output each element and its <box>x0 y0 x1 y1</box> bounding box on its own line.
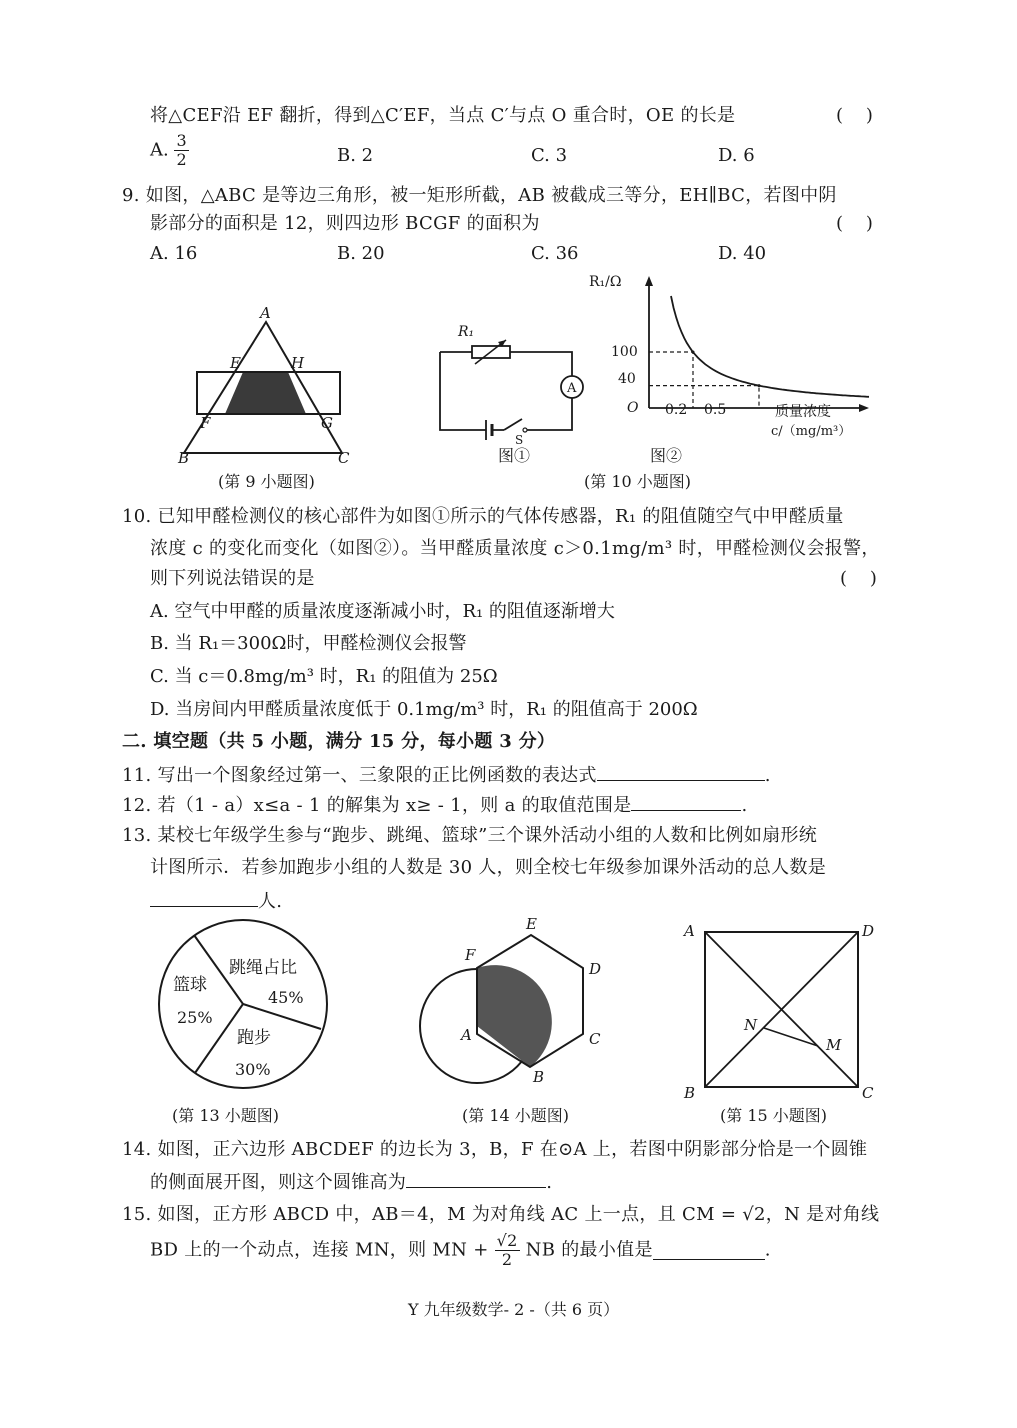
fig10-x-label-line2: c/（mg/m³） <box>771 424 852 439</box>
fig15-label-d: D <box>862 922 875 940</box>
fig10-curve <box>671 296 869 397</box>
fig10-graph-label: 图② <box>650 446 683 465</box>
fig10-x-tick-02: 0.2 <box>665 402 688 418</box>
fig9-label-e: E <box>230 354 241 372</box>
q11-text: 11. 写出一个图象经过第一、三象限的正比例函数的表达式 <box>122 765 597 786</box>
q10-option-a: A. 空气中甲醛的质量浓度逐渐减小时，R₁ 的阻值逐渐增大 <box>150 601 615 622</box>
q9-line2: 影部分的面积是 12，则四边形 BCGF 的面积为 <box>150 213 540 234</box>
q8-stem: 将△CEF沿 EF 翻折，得到△C′EF，当点 C′与点 O 重合时，OE 的长是 <box>150 105 736 126</box>
fig10-caption: (第 10 小题图) <box>584 472 692 491</box>
fig9-label-h: H <box>291 354 305 372</box>
q10-line2: 浓度 c 的变化而变化（如图②）。当甲醛质量浓度 c＞0.1mg/m³ 时，甲醛检测仪会报警， <box>150 538 880 559</box>
fig15-label-c: C <box>862 1084 874 1102</box>
fig14-label-c: C <box>589 1030 601 1048</box>
q9-line1: 9. 如图，△ABC 是等边三角形，被一矩形所截，AB 被截成三等分，EH∥BC，若图中阴 <box>122 185 837 206</box>
q12-answer-blank[interactable] <box>631 792 741 811</box>
q13-line2: 计图所示．若参加跑步小组的人数是 30 人，则全校七年级参加课外活动的总人数是 <box>150 857 827 878</box>
q15-fraction-denominator: 2 <box>501 1250 513 1269</box>
fig9-caption: (第 9 小题图) <box>218 472 315 491</box>
q15-fraction-numerator: √2 <box>496 1231 518 1250</box>
fig10-circuit-label: 图① <box>498 446 531 465</box>
q15-end: . <box>764 1239 771 1261</box>
fig10-switch <box>504 419 522 430</box>
q8-option-a-label: A. <box>150 139 169 161</box>
q9-option-d: D. 40 <box>718 243 767 264</box>
fig9-label-f: F <box>200 414 211 432</box>
q14-line2-text: 的侧面展开图，则这个圆锥高为 <box>150 1172 407 1193</box>
q8-option-a-fraction <box>174 132 188 169</box>
q8-answer-paren: ( ) <box>836 105 873 126</box>
fig13-basket-label: 篮球 <box>173 975 207 995</box>
q8-option-a <box>150 132 189 178</box>
fig9-shaded-region <box>225 372 306 414</box>
section2-title: 二. 填空题（共 5 小题，满分 15 分，每小题 3 分） <box>122 731 556 752</box>
q8-option-a-denominator: 2 <box>176 150 187 169</box>
q11-end: . <box>764 765 771 786</box>
q12-text: 12. 若（1 - a）x≤a - 1 的解集为 x≥ - 1，则 a 的取值范围是 <box>122 795 632 816</box>
q14-line2 <box>150 1169 552 1195</box>
q10-option-d: D. 当房间内甲醛质量浓度低于 0.1mg/m³ 时，R₁ 的阻值高于 200Ω <box>150 699 698 720</box>
q15-line2b: NB 的最小值是 <box>525 1239 653 1261</box>
q10-line3: 则下列说法错误的是 <box>150 568 315 589</box>
fig15-label-a: A <box>684 922 695 940</box>
fig10-y-tick-40: 40 <box>618 371 636 387</box>
q10-line1: 10. 已知甲醛检测仪的核心部件为如图①所示的气体传感器，R₁ 的阻值随空气中甲醛质量 <box>122 506 844 527</box>
fig15-diagram <box>680 918 880 1103</box>
q15-line2a: BD 上的一个动点，连接 MN，则 MN + <box>150 1239 489 1261</box>
page-footer: Y 九年级数学- 2 -（共 6 页） <box>408 1300 620 1319</box>
fig10-x-label-line1: 质量浓度 <box>775 404 831 420</box>
fig14-label-a: A <box>461 1026 472 1044</box>
fig10-graph <box>585 268 875 446</box>
fig10-switch-label: S <box>515 433 524 447</box>
q8-option-a-numerator: 3 <box>176 131 187 150</box>
q8-option-c: C. 3 <box>531 145 568 166</box>
fig15-label-n: N <box>744 1016 758 1034</box>
q9-option-a: A. 16 <box>150 243 198 264</box>
fig9-diagram <box>170 305 370 470</box>
q15-fraction <box>495 1232 520 1269</box>
q10-answer-paren: ( ) <box>840 568 877 589</box>
q14-end: . <box>546 1172 553 1193</box>
q11-answer-blank[interactable] <box>597 762 765 781</box>
fig10-y-tick-100: 100 <box>611 344 638 360</box>
fig13-run-pct: 30% <box>235 1060 271 1079</box>
q8-option-b: B. 2 <box>337 145 374 166</box>
fig10-circuit <box>432 318 587 458</box>
q10-option-b: B. 当 R₁＝300Ω时，甲醛检测仪会报警 <box>150 633 467 654</box>
q15-answer-blank[interactable] <box>653 1241 765 1260</box>
fig14-label-d: D <box>589 960 602 978</box>
q13-line3 <box>150 888 282 914</box>
q12-end: . <box>741 795 748 816</box>
fig13-pie-chart <box>155 916 335 1096</box>
q14-line1: 14. 如图，正六边形 ABCDEF 的边长为 3，B，F 在⊙A 上，若图中阴影部分恰是一个圆锥 <box>122 1139 868 1160</box>
fig9-label-a: A <box>260 305 271 322</box>
q13-line1: 13. 某校七年级学生参与“跑步、跳绳、篮球”三个课外活动小组的人数和比例如扇形统 <box>122 825 818 846</box>
q15-line1: 15. 如图，正方形 ABCD 中，AB＝4，M 为对角线 AC 上一点，且 CM = √2，N 是对角线 <box>122 1204 880 1225</box>
fig9-label-g: G <box>321 414 333 432</box>
q9-answer-paren: ( ) <box>836 213 873 234</box>
fig10-r1-label: R₁ <box>458 324 475 340</box>
fig10-guide-0 <box>649 352 693 408</box>
fig9-label-c: C <box>338 449 350 467</box>
q9-option-b: B. 20 <box>337 243 385 264</box>
fig13-run-label: 跑步 <box>237 1028 271 1048</box>
q10-option-c: C. 当 c＝0.8mg/m³ 时，R₁ 的阻值为 25Ω <box>150 666 498 687</box>
q12 <box>122 792 747 818</box>
q14-answer-blank[interactable] <box>406 1169 546 1188</box>
fig15-label-b: B <box>684 1084 696 1102</box>
fig13-basket-pct: 25% <box>177 1008 213 1027</box>
fig10-point-0 <box>692 351 695 354</box>
fig14-diagram <box>405 910 635 1090</box>
fig10-origin: O <box>627 400 639 416</box>
q15-line2 <box>150 1232 771 1276</box>
fig9-label-b: B <box>178 449 190 467</box>
fig13-jump-pct: 45% <box>268 988 304 1007</box>
fig15-label-m: M <box>826 1036 842 1054</box>
fig10-y-label: R₁/Ω <box>589 274 622 290</box>
q11 <box>122 762 771 788</box>
fig14-shaded-sector <box>477 965 552 1067</box>
fig14-label-e: E <box>526 915 537 933</box>
fig14-caption: (第 14 小题图) <box>462 1106 570 1125</box>
q13-end: 人. <box>258 891 283 912</box>
fig10-chart-marks <box>649 296 869 408</box>
fig14-label-b: B <box>533 1068 545 1086</box>
q8-option-d: D. 6 <box>718 145 755 166</box>
fig10-ammeter-label: A <box>567 381 577 396</box>
q13-answer-blank[interactable] <box>150 888 258 907</box>
fig13-caption: (第 13 小题图) <box>172 1106 280 1125</box>
q9-option-c: C. 36 <box>531 243 579 264</box>
fig10-point-1 <box>758 384 761 387</box>
fig10-x-tick-05: 0.5 <box>704 402 727 418</box>
fig14-label-f: F <box>465 946 476 964</box>
fig13-jump-label: 跳绳占比 <box>229 958 297 978</box>
fig15-caption: (第 15 小题图) <box>720 1106 828 1125</box>
